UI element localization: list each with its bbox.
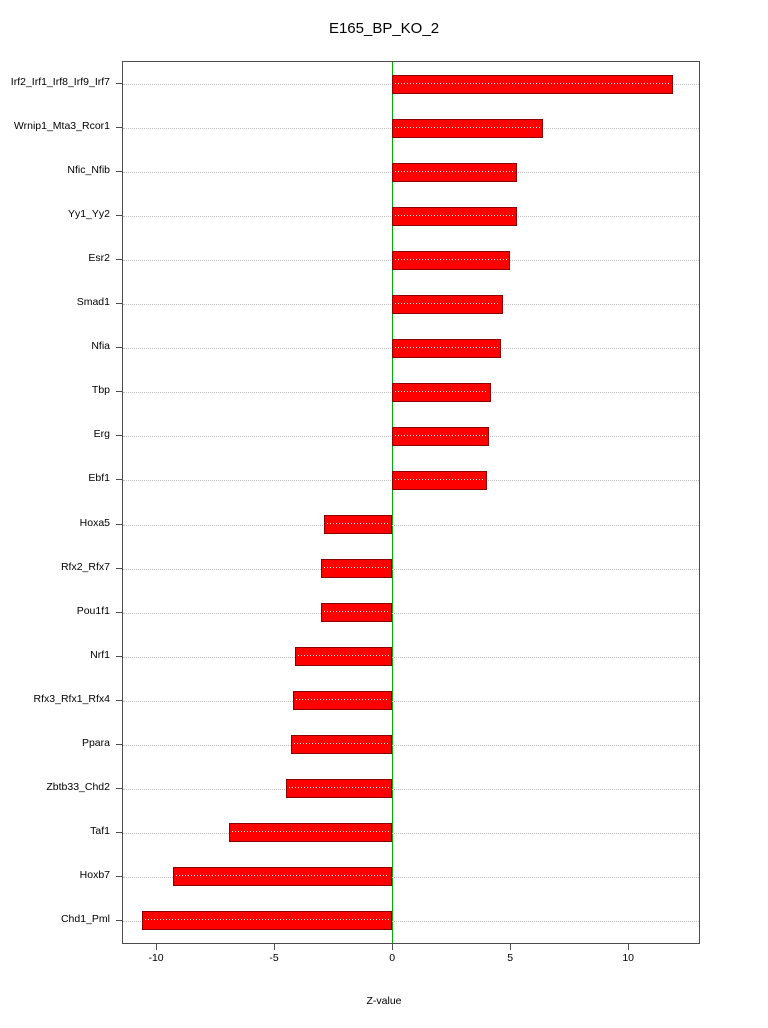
gridline xyxy=(123,657,699,658)
y-axis-tick xyxy=(116,303,122,304)
y-axis-tick-label: Nfic_Nfib xyxy=(67,164,110,177)
y-axis-tick-label: Pou1f1 xyxy=(76,604,110,617)
y-axis-tick xyxy=(116,832,122,833)
bar xyxy=(392,383,491,402)
y-axis-tick xyxy=(116,259,122,260)
bar xyxy=(229,823,392,842)
x-axis-tick-label: 0 xyxy=(389,952,396,964)
gridline xyxy=(123,789,699,790)
y-axis-tick xyxy=(116,347,122,348)
y-axis-tick-label: Ebf1 xyxy=(88,472,110,485)
y-axis-tick-label: Ppara xyxy=(81,736,110,749)
y-axis-tick xyxy=(116,215,122,216)
y-axis-tick-label: Hoxb7 xyxy=(79,868,110,881)
y-axis-tick-label: Chd1_Pml xyxy=(60,912,110,925)
plot-area xyxy=(122,61,700,944)
bar xyxy=(392,75,673,94)
bar xyxy=(392,471,486,490)
bar xyxy=(142,911,392,930)
y-axis-tick xyxy=(116,876,122,877)
x-axis-tick-label: -5 xyxy=(269,952,279,964)
y-axis-tick-label: Taf1 xyxy=(90,824,110,837)
y-axis-tick-label: Wrnip1_Mta3_Rcor1 xyxy=(13,120,110,133)
y-axis-tick xyxy=(116,391,122,392)
bar xyxy=(392,339,501,358)
bar xyxy=(392,119,543,138)
bar xyxy=(295,647,392,666)
plot-inner xyxy=(123,62,699,943)
y-axis-tick xyxy=(116,479,122,480)
y-axis-tick-label: Yy1_Yy2 xyxy=(67,208,110,221)
y-axis-tick xyxy=(116,788,122,789)
y-axis-tick xyxy=(116,83,122,84)
gridline xyxy=(123,613,699,614)
y-axis-tick xyxy=(116,700,122,701)
bar xyxy=(321,559,392,578)
bar xyxy=(392,207,517,226)
gridline xyxy=(123,569,699,570)
y-axis-tick xyxy=(116,656,122,657)
y-axis-tick xyxy=(116,612,122,613)
bar xyxy=(293,691,392,710)
gridline xyxy=(123,745,699,746)
y-axis-tick xyxy=(116,920,122,921)
gridline xyxy=(123,833,699,834)
y-axis-tick xyxy=(116,435,122,436)
y-axis-labels xyxy=(0,61,114,944)
zero-reference-line xyxy=(392,62,393,943)
bar xyxy=(392,295,503,314)
y-axis-tick-label: Tbp xyxy=(91,384,110,397)
bar xyxy=(392,427,489,446)
x-axis xyxy=(122,944,700,974)
x-axis-tick-label: 10 xyxy=(622,952,635,964)
x-axis-tick-label: -10 xyxy=(148,952,164,964)
y-axis-tick xyxy=(116,744,122,745)
bar xyxy=(291,735,393,754)
y-axis-tick-label: Esr2 xyxy=(88,252,110,265)
y-axis-tick-label: Rfx3_Rfx1_Rfx4 xyxy=(33,692,110,705)
gridline xyxy=(123,701,699,702)
x-axis-tick xyxy=(274,944,275,950)
y-axis-tick xyxy=(116,524,122,525)
y-axis-tick-label: Zbtb33_Chd2 xyxy=(46,780,110,793)
bar xyxy=(392,251,510,270)
x-axis-tick xyxy=(628,944,629,950)
y-axis-tick xyxy=(116,171,122,172)
x-axis-tick xyxy=(156,944,157,950)
x-axis-title: Z-value xyxy=(366,995,402,1007)
bar xyxy=(324,515,392,534)
y-axis-tick-label: Nfia xyxy=(91,340,110,353)
y-axis-tick-label: Nrf1 xyxy=(90,648,110,661)
y-axis-tick-label: Irf2_Irf1_Irf8_Irf9_Irf7 xyxy=(10,76,110,89)
x-axis-tick xyxy=(392,944,393,950)
y-axis-tick xyxy=(116,568,122,569)
y-axis-tick-label: Erg xyxy=(93,428,110,441)
y-axis-tick-label: Rfx2_Rfx7 xyxy=(60,560,110,573)
bar xyxy=(286,779,392,798)
bar xyxy=(392,163,517,182)
y-axis-tick xyxy=(116,127,122,128)
bar xyxy=(321,603,392,622)
bar xyxy=(173,867,393,886)
x-axis-tick xyxy=(510,944,511,950)
y-axis-tick-label: Smad1 xyxy=(76,296,110,309)
chart-title: E165_BP_KO_2 xyxy=(328,20,440,37)
gridline xyxy=(123,525,699,526)
x-axis-tick-label: 5 xyxy=(507,952,514,964)
y-axis-tick-label: Hoxa5 xyxy=(79,516,110,529)
